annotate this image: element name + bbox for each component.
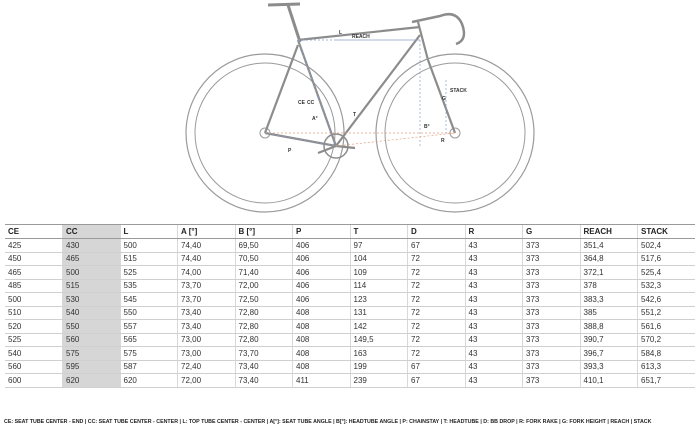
table-cell: 73,00 (178, 347, 236, 361)
table-cell: 72 (408, 252, 466, 266)
table-cell: 557 (120, 320, 178, 334)
table-cell: 500 (63, 266, 121, 280)
table-cell: 542,6 (638, 293, 696, 307)
label-p: P (288, 148, 292, 154)
header-row (5, 225, 695, 239)
table-cell: 406 (293, 239, 351, 253)
table-cell: 430 (63, 239, 121, 253)
table-cell: 67 (408, 239, 466, 253)
table-cell: 97 (350, 239, 408, 253)
table-cell: 43 (465, 347, 523, 361)
table-cell: 373 (523, 266, 581, 280)
label-r: R (441, 138, 445, 144)
table-cell: 450 (5, 252, 63, 266)
table-cell: 550 (120, 306, 178, 320)
table-cell: 72,80 (235, 320, 293, 334)
table-cell: 73,00 (178, 333, 236, 347)
table-cell: 525 (120, 266, 178, 280)
table-cell: 425 (5, 239, 63, 253)
table-cell: 72,00 (178, 374, 236, 388)
table-cell: 351,4 (580, 239, 638, 253)
label-stack: STACK (450, 88, 467, 94)
table-cell: 410,1 (580, 374, 638, 388)
column-header: T (350, 225, 408, 239)
table-cell: 373 (523, 360, 581, 374)
table-cell: 406 (293, 266, 351, 280)
table-row (5, 347, 695, 361)
label-g: G (442, 96, 446, 102)
table-cell: 510 (5, 306, 63, 320)
table-cell: 72,80 (235, 333, 293, 347)
table-cell: 406 (293, 279, 351, 293)
table-cell: 74,00 (178, 266, 236, 280)
table-cell: 72 (408, 266, 466, 280)
table-cell: 70,50 (235, 252, 293, 266)
table-cell: 109 (350, 266, 408, 280)
table-cell: 73,40 (235, 360, 293, 374)
label-reach: REACH (352, 34, 370, 40)
table-cell: 520 (5, 320, 63, 334)
table-cell: 67 (408, 360, 466, 374)
table-cell: 540 (63, 306, 121, 320)
table-cell: 72 (408, 279, 466, 293)
table-cell: 550 (63, 320, 121, 334)
table-cell: 390,7 (580, 333, 638, 347)
table-row (5, 239, 695, 253)
table-cell: 525 (5, 333, 63, 347)
table-cell: 388,8 (580, 320, 638, 334)
bike-frame (265, 4, 464, 158)
column-header: B [°] (235, 225, 293, 239)
column-header: D (408, 225, 466, 239)
table-cell: 408 (293, 306, 351, 320)
table-cell: 551,2 (638, 306, 696, 320)
label-t: T (353, 112, 357, 118)
table-cell: 411 (293, 374, 351, 388)
table-cell: 373 (523, 293, 581, 307)
table-cell: 163 (350, 347, 408, 361)
table-cell: 72,50 (235, 293, 293, 307)
table-cell: 142 (350, 320, 408, 334)
table-cell: 560 (5, 360, 63, 374)
table-cell: 613,3 (638, 360, 696, 374)
column-header: A [°] (178, 225, 236, 239)
table-cell: 525,4 (638, 266, 696, 280)
table-cell: 561,6 (638, 320, 696, 334)
table-cell: 406 (293, 252, 351, 266)
table-cell: 71,40 (235, 266, 293, 280)
table-cell: 502,4 (638, 239, 696, 253)
table-cell: 532,3 (638, 279, 696, 293)
table-cell: 43 (465, 293, 523, 307)
table-cell: 43 (465, 333, 523, 347)
table-cell: 651,7 (638, 374, 696, 388)
table-cell: 72 (408, 306, 466, 320)
table-cell: 373 (523, 320, 581, 334)
table-row (5, 252, 695, 266)
table-cell: 575 (120, 347, 178, 361)
label-a: A° (312, 116, 318, 122)
table-row (5, 320, 695, 334)
table-cell: 408 (293, 333, 351, 347)
table-cell: 378 (580, 279, 638, 293)
table-cell: 72 (408, 347, 466, 361)
label-l: L (339, 30, 343, 36)
table-row (5, 306, 695, 320)
table-cell: 500 (5, 293, 63, 307)
table-cell: 73,70 (178, 293, 236, 307)
table-cell: 43 (465, 306, 523, 320)
column-header: G (523, 225, 581, 239)
table-cell: 545 (120, 293, 178, 307)
table-cell: 535 (120, 279, 178, 293)
table-cell: 500 (120, 239, 178, 253)
table-row (5, 293, 695, 307)
table-cell: 373 (523, 252, 581, 266)
table-row (5, 360, 695, 374)
label-ce: CE (298, 100, 305, 106)
table-cell: 74,40 (178, 252, 236, 266)
table-cell: 408 (293, 320, 351, 334)
label-cc: CC (307, 100, 315, 106)
table-cell: 373 (523, 374, 581, 388)
table-cell: 73,40 (235, 374, 293, 388)
table-cell: 104 (350, 252, 408, 266)
table-cell: 43 (465, 374, 523, 388)
table-cell: 620 (120, 374, 178, 388)
table-cell: 74,40 (178, 239, 236, 253)
table-cell: 67 (408, 374, 466, 388)
table-cell: 465 (5, 266, 63, 280)
table-cell: 373 (523, 306, 581, 320)
table-cell: 69,50 (235, 239, 293, 253)
table-cell: 600 (5, 374, 63, 388)
table-cell: 149,5 (350, 333, 408, 347)
table-cell: 199 (350, 360, 408, 374)
table-cell: 73,70 (235, 347, 293, 361)
table-cell: 396,7 (580, 347, 638, 361)
table-cell: 560 (63, 333, 121, 347)
table-cell: 43 (465, 320, 523, 334)
table-cell: 43 (465, 252, 523, 266)
table-cell: 43 (465, 360, 523, 374)
table-cell: 408 (293, 360, 351, 374)
table-cell: 393,3 (580, 360, 638, 374)
table-cell: 73,40 (178, 320, 236, 334)
table-cell: 530 (63, 293, 121, 307)
table-cell: 114 (350, 279, 408, 293)
table-cell: 373 (523, 333, 581, 347)
table-cell: 239 (350, 374, 408, 388)
column-header: CE (5, 225, 63, 239)
column-header: REACH (580, 225, 638, 239)
table-cell: 595 (63, 360, 121, 374)
column-header: STACK (638, 225, 696, 239)
table-cell: 620 (63, 374, 121, 388)
geometry-table-header (5, 225, 695, 239)
table-cell: 131 (350, 306, 408, 320)
table-cell: 408 (293, 347, 351, 361)
table-cell: 517,6 (638, 252, 696, 266)
table-cell: 540 (5, 347, 63, 361)
table-cell: 72,40 (178, 360, 236, 374)
table-cell: 373 (523, 279, 581, 293)
table-cell: 575 (63, 347, 121, 361)
table-row (5, 374, 695, 388)
table-cell: 570,2 (638, 333, 696, 347)
table-cell: 372,1 (580, 266, 638, 280)
table-row (5, 279, 695, 293)
table-cell: 72,00 (235, 279, 293, 293)
column-header: P (293, 225, 351, 239)
table-cell: 73,70 (178, 279, 236, 293)
table-cell: 385 (580, 306, 638, 320)
table-cell: 406 (293, 293, 351, 307)
table-cell: 383,3 (580, 293, 638, 307)
table-cell: 72 (408, 320, 466, 334)
table-cell: 72 (408, 333, 466, 347)
table-cell: 43 (465, 239, 523, 253)
column-header: L (120, 225, 178, 239)
column-header: CC (63, 225, 121, 239)
table-cell: 515 (120, 252, 178, 266)
table-cell: 364,8 (580, 252, 638, 266)
table-cell: 565 (120, 333, 178, 347)
table-row (5, 333, 695, 347)
table-cell: 373 (523, 347, 581, 361)
table-cell: 485 (5, 279, 63, 293)
table-cell: 123 (350, 293, 408, 307)
table-cell: 72 (408, 293, 466, 307)
table-cell: 72,80 (235, 306, 293, 320)
table-cell: 43 (465, 266, 523, 280)
table-row (5, 266, 695, 280)
table-cell: 465 (63, 252, 121, 266)
column-header: R (465, 225, 523, 239)
table-cell: 73,40 (178, 306, 236, 320)
table-cell: 373 (523, 239, 581, 253)
label-b: B° (424, 124, 430, 130)
table-cell: 587 (120, 360, 178, 374)
table-cell: 43 (465, 279, 523, 293)
geometry-table-body (5, 239, 695, 388)
abbreviation-legend: CE: SEAT TUBE CENTER - END | CC: SEAT TUBE CENTER - CENTER | L: TOP TUBE CENTER - CENTER | A[°]: SEAT TUBE ANGLE | B[°]: HEADTUBE ANGLE | P: CHAINSTAY | T: HEADTUBE | D: BB DROP | R: FORK RAKE | G: FORK HEIGHT | REACH | STACK (4, 419, 652, 425)
geometry-table (5, 224, 695, 388)
table-cell: 515 (63, 279, 121, 293)
table-cell: 584,8 (638, 347, 696, 361)
